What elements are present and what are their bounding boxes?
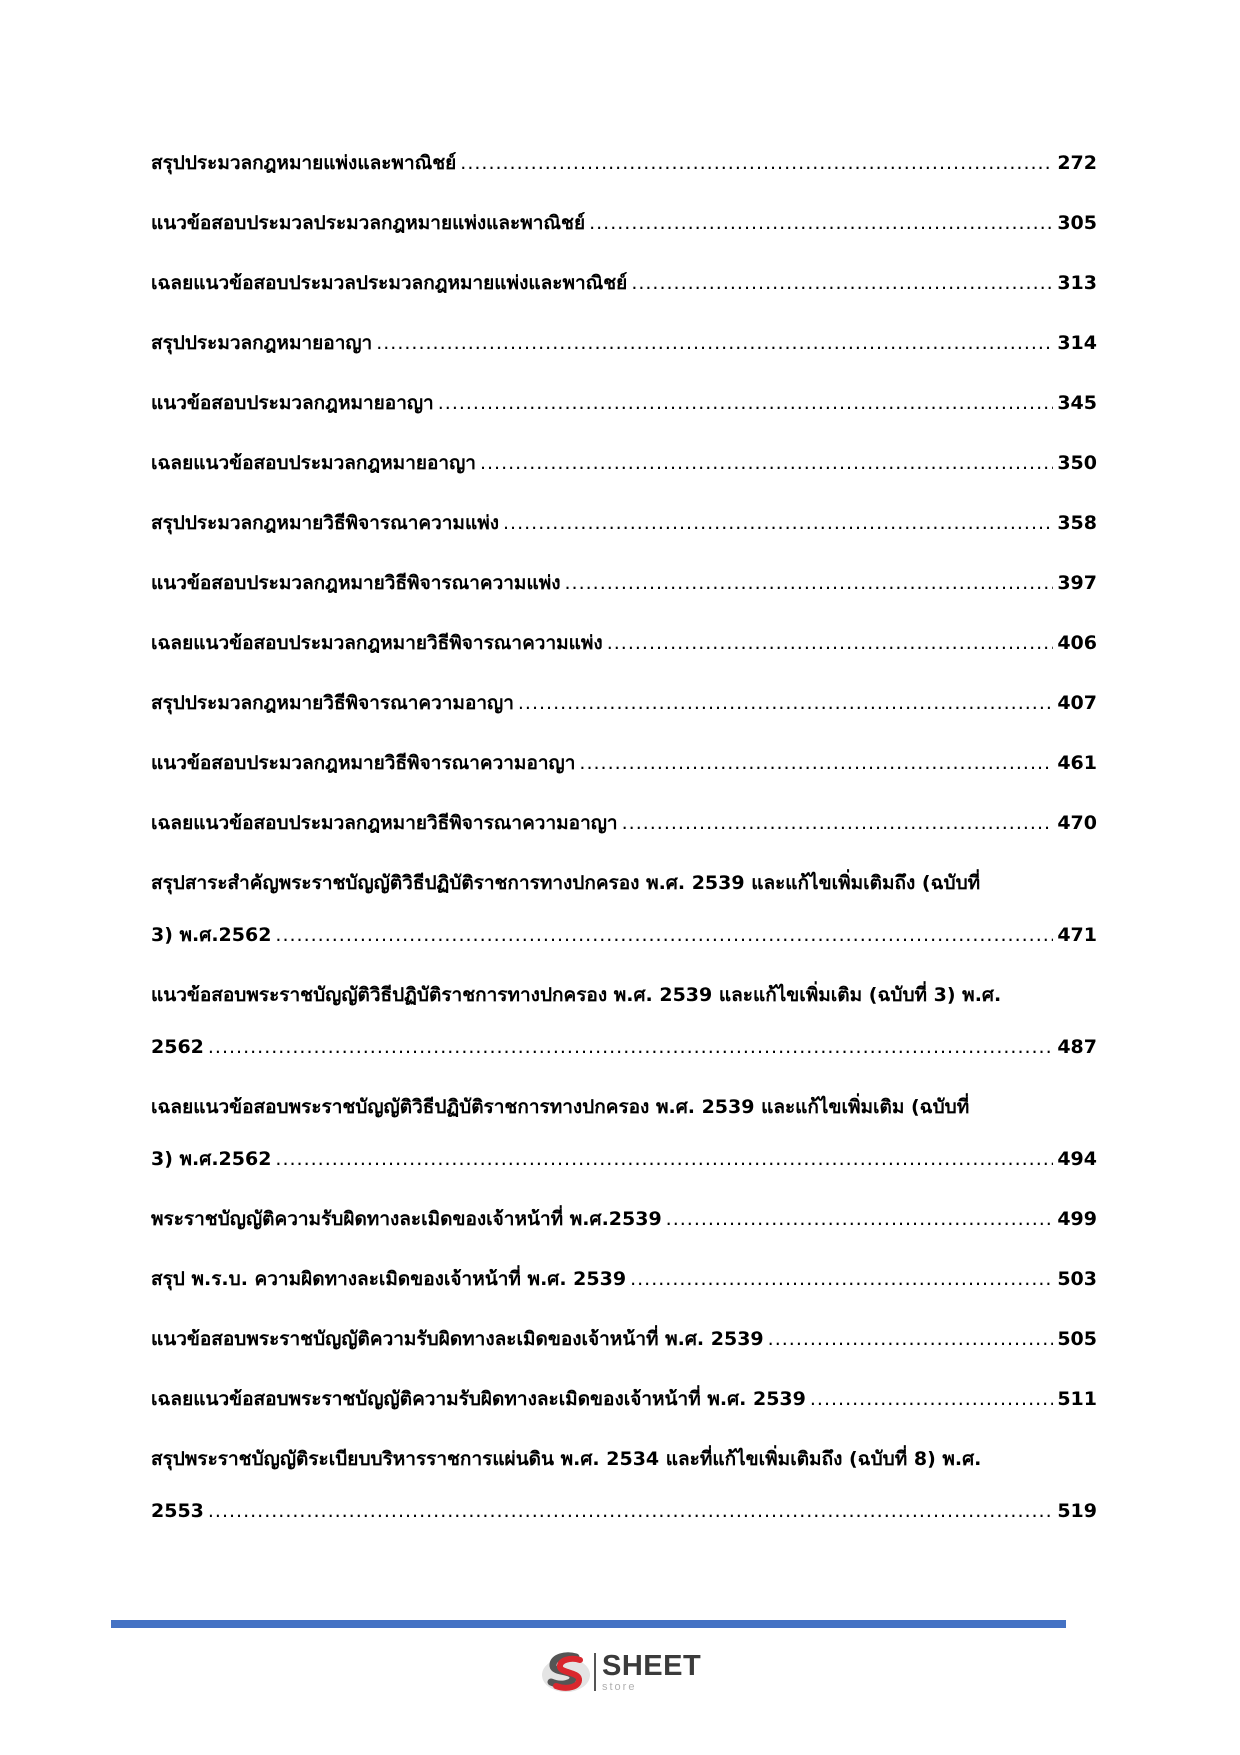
toc-leader-dots (275, 925, 1053, 945)
toc-entry-page: 272 (1057, 152, 1097, 174)
toc-leader-dots (622, 813, 1054, 833)
toc-leader-dots (589, 213, 1053, 233)
toc-leader-dots (480, 453, 1053, 473)
toc-entry-page: 358 (1057, 512, 1097, 534)
toc-leader-dots (565, 573, 1054, 593)
toc-leader-dots (607, 633, 1054, 653)
toc-entry-page: 471 (1057, 924, 1097, 946)
toc-entry[interactable] (151, 1269, 1097, 1289)
toc-entry[interactable] (151, 873, 1097, 945)
toc-entry[interactable] (151, 273, 1097, 293)
toc-entry-page: 314 (1057, 332, 1097, 354)
toc-leader-dots (503, 513, 1053, 533)
toc-entry-page: 505 (1057, 1328, 1097, 1350)
toc-entry[interactable] (151, 453, 1097, 473)
toc-entry-title: เฉลยแนวข้อสอบประมวลกฎหมายอาญา (151, 452, 476, 474)
toc-entry-title: เฉลยแนวข้อสอบประมวลกฎหมายวิธีพิจารณาความอาญา (151, 812, 618, 834)
toc-leader-dots (438, 393, 1054, 413)
toc-entry-page: 461 (1057, 752, 1097, 774)
toc-leader-dots (460, 153, 1053, 173)
toc-entry-title: เฉลยแนวข้อสอบพระราชบัญญัติความรับผิดทางละเมิดของเจ้าหน้าที่ พ.ศ. 2539 (151, 1388, 806, 1410)
toc-entry-page: 499 (1057, 1208, 1097, 1230)
toc-entry[interactable] (151, 153, 1097, 173)
toc-entry-page: 397 (1057, 572, 1097, 594)
toc-entry-title: พระราชบัญญัติความรับผิดทางละเมิดของเจ้าหน้าที่ พ.ศ.2539 (151, 1208, 662, 1230)
toc-entry-title: แนวข้อสอบประมวลกฎหมายอาญา (151, 392, 434, 414)
toc-leader-dots (579, 753, 1053, 773)
toc-entry-title: สรุปประมวลกฎหมายวิธีพิจารณาความแพ่ง (151, 512, 499, 534)
toc-entry-page: 406 (1057, 632, 1097, 654)
toc-entry-title-line1: สรุปพระราชบัญญัติระเบียบบริหารราชการแผ่นดิน พ.ศ. 2534 และที่แก้ไขเพิ่มเติมถึง (ฉบับที่ 8) พ.ศ. (151, 1448, 982, 1470)
toc-entry-title: เฉลยแนวข้อสอบประมวลกฎหมายวิธีพิจารณาความแพ่ง (151, 632, 603, 654)
toc-leader-dots (666, 1209, 1054, 1229)
toc-leader-dots (630, 1269, 1053, 1289)
sheet-store-s-logo-icon (540, 1648, 592, 1696)
table-of-contents (151, 153, 1097, 1561)
footer-rule (111, 1620, 1066, 1628)
toc-entry[interactable] (151, 573, 1097, 593)
toc-entry-page: 519 (1057, 1500, 1097, 1522)
toc-leader-dots (518, 693, 1053, 713)
toc-entry[interactable] (151, 693, 1097, 713)
toc-leader-dots (208, 1501, 1053, 1521)
toc-entry-title-line2: 3) พ.ศ.2562 (151, 1148, 272, 1170)
toc-entry-title-line2: 3) พ.ศ.2562 (151, 924, 272, 946)
toc-entry-title: สรุปประมวลกฎหมายอาญา (151, 332, 373, 354)
toc-entry-title-line2: 2553 (151, 1500, 204, 1522)
toc-entry-title: แนวข้อสอบพระราชบัญญัติความรับผิดทางละเมิดของเจ้าหน้าที่ พ.ศ. 2539 (151, 1328, 764, 1350)
toc-entry[interactable] (151, 1097, 1097, 1169)
logo-name: SHEET (602, 1649, 702, 1682)
toc-entry[interactable] (151, 753, 1097, 773)
toc-entry[interactable] (151, 1389, 1097, 1409)
toc-entry-page: 494 (1057, 1148, 1097, 1170)
toc-entry[interactable] (151, 633, 1097, 653)
toc-entry-title: สรุป พ.ร.บ. ความผิดทางละเมิดของเจ้าหน้าที่ พ.ศ. 2539 (151, 1268, 627, 1290)
logo-subtitle: store (602, 1680, 637, 1693)
toc-entry[interactable] (151, 1329, 1097, 1349)
toc-entry[interactable] (151, 393, 1097, 413)
toc-entry[interactable] (151, 813, 1097, 833)
toc-leader-dots (810, 1389, 1053, 1409)
toc-entry-title-line1: สรุปสาระสำคัญพระราชบัญญัติวิธีปฏิบัติราชการทางปกครอง พ.ศ. 2539 และแก้ไขเพิ่มเติมถึง (ฉบับที่ (151, 872, 981, 894)
toc-entry-title: แนวข้อสอบประมวลกฎหมายวิธีพิจารณาความอาญา (151, 752, 576, 774)
toc-entry-title: แนวข้อสอบประมวลประมวลกฎหมายแพ่งและพาณิชย์ (151, 212, 586, 234)
toc-entry-title: เฉลยแนวข้อสอบประมวลประมวลกฎหมายแพ่งและพาณิชย์ (151, 272, 628, 294)
toc-entry-title-line1: เฉลยแนวข้อสอบพระราชบัญญัติวิธีปฏิบัติราชการทางปกครอง พ.ศ. 2539 และแก้ไขเพิ่มเติม (ฉบับที่ (151, 1096, 970, 1118)
toc-entry-page: 511 (1057, 1388, 1097, 1410)
toc-entry-title: สรุปประมวลกฎหมายแพ่งและพาณิชย์ (151, 152, 457, 174)
toc-leader-dots (631, 273, 1053, 293)
toc-entry[interactable] (151, 1209, 1097, 1229)
toc-entry-page: 313 (1057, 272, 1097, 294)
logo-divider (594, 1653, 596, 1691)
toc-entry[interactable] (151, 985, 1097, 1057)
toc-entry-title: สรุปประมวลกฎหมายวิธีพิจารณาความอาญา (151, 692, 514, 714)
toc-entry[interactable] (151, 1449, 1097, 1521)
toc-entry-title: แนวข้อสอบประมวลกฎหมายวิธีพิจารณาความแพ่ง (151, 572, 561, 594)
toc-leader-dots (275, 1149, 1053, 1169)
toc-entry-page: 470 (1057, 812, 1097, 834)
toc-entry[interactable] (151, 333, 1097, 353)
toc-leader-dots (376, 333, 1053, 353)
toc-entry[interactable] (151, 513, 1097, 533)
toc-entry-title-line1: แนวข้อสอบพระราชบัญญัติวิธีปฏิบัติราชการทางปกครอง พ.ศ. 2539 และแก้ไขเพิ่มเติม (ฉบับที่ 3) พ.ศ. (151, 984, 1002, 1006)
toc-entry-page: 503 (1057, 1268, 1097, 1290)
toc-entry-page: 345 (1057, 392, 1097, 414)
toc-entry-page: 407 (1057, 692, 1097, 714)
toc-leader-dots (208, 1037, 1053, 1057)
toc-entry-page: 487 (1057, 1036, 1097, 1058)
logo-wordmark (602, 1649, 702, 1693)
toc-leader-dots (768, 1329, 1054, 1349)
toc-entry-page: 305 (1057, 212, 1097, 234)
sheet-store-logo (540, 1648, 701, 1696)
toc-entry-page: 350 (1057, 452, 1097, 474)
toc-entry[interactable] (151, 213, 1097, 233)
toc-entry-title-line2: 2562 (151, 1036, 204, 1058)
